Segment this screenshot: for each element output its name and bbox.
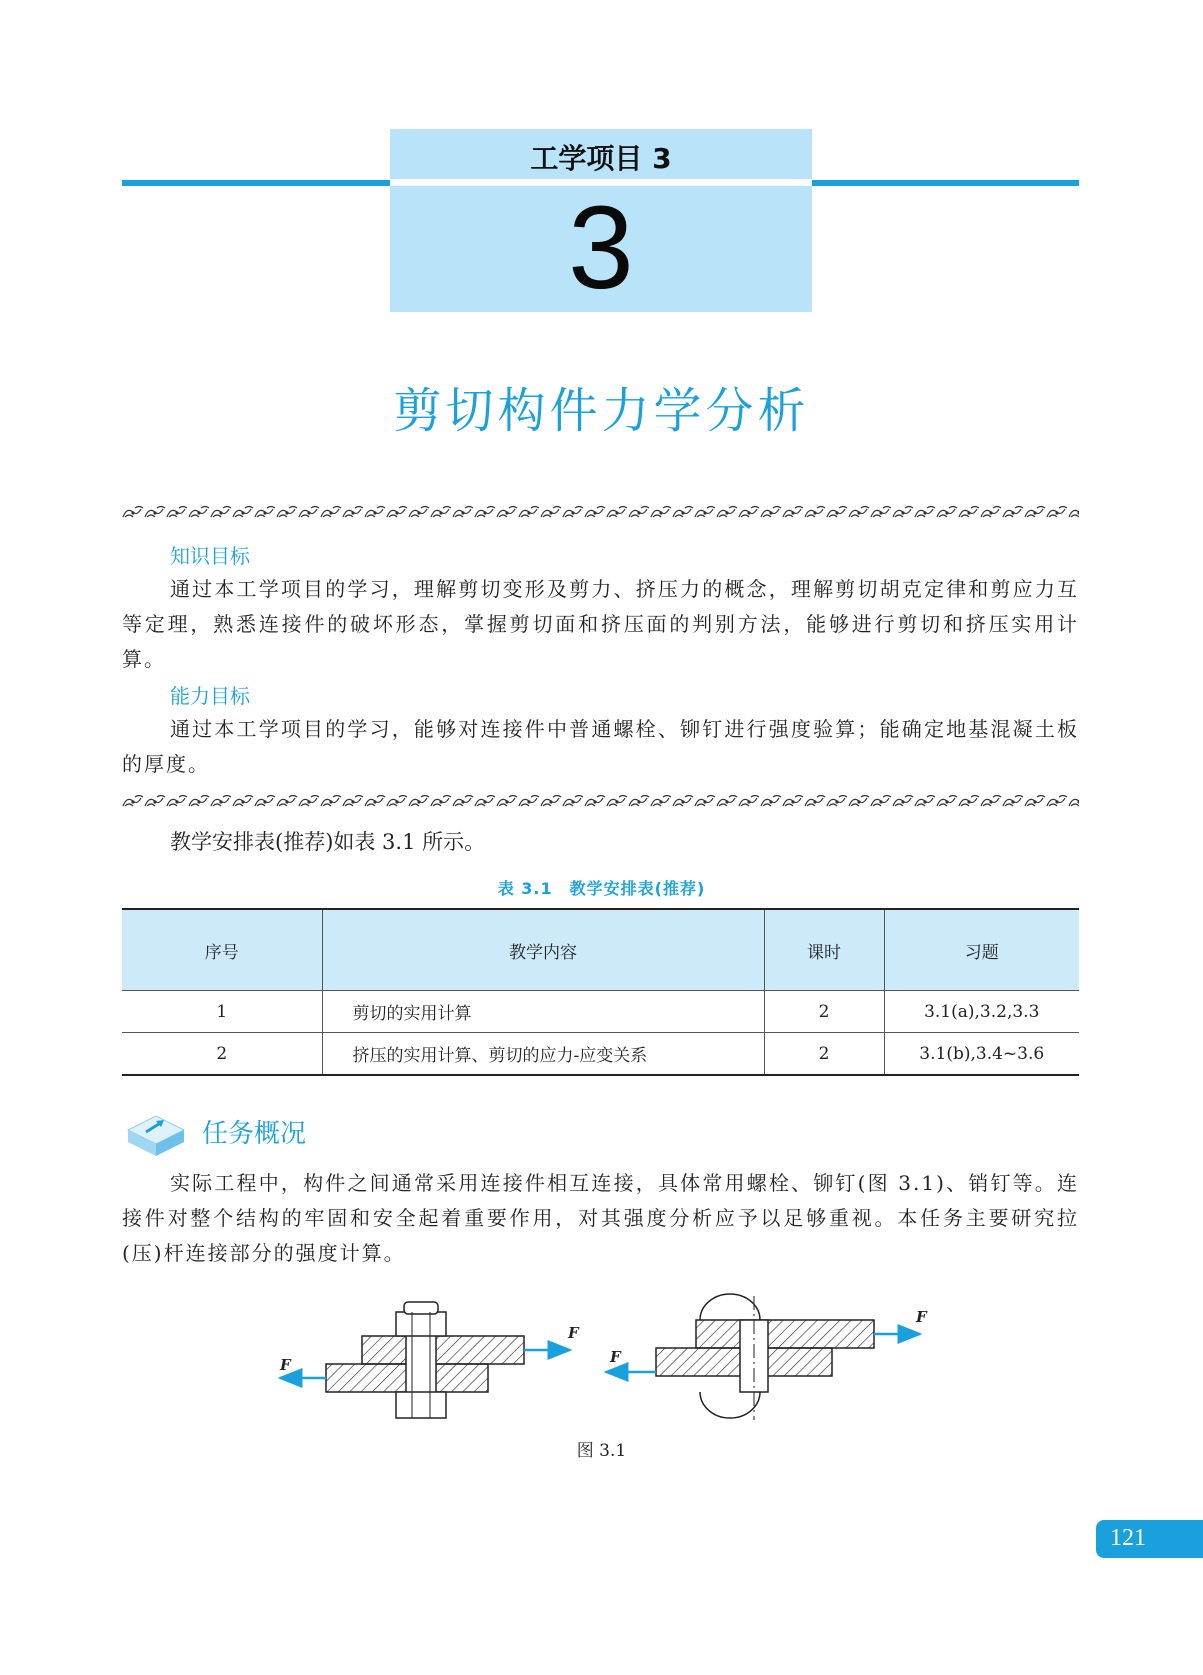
figure-bolt-rivet — [270, 1290, 940, 1430]
page-number-tab — [1096, 1520, 1203, 1558]
knowledge-heading: 知识目标 — [170, 544, 250, 568]
ability-text: 通过本工学项目的学习，能够对连接件中普通螺栓、铆钉进行强度验算；能确定地基混凝土板的厚度。 — [122, 717, 1079, 776]
table-cell: 3.1(a),3.2,3.3 — [884, 991, 1079, 1033]
table-cell: 3.1(b),3.4~3.6 — [884, 1033, 1079, 1076]
task-text: 实际工程中，构件之间通常采用连接件相互连接，具体常用螺栓、铆钉(图 3.1)、销钉等。连接件对整个结构的牢固和安全起着重要作用，对其强度分析应予以足够重视。本任务主要研究拉(压)杆连接部分的强度计算。 — [122, 1171, 1079, 1265]
table-cell: 剪切的实用计算 — [322, 991, 764, 1033]
force-label-rivet-right: F — [916, 1308, 927, 1326]
chapter-number-box — [390, 182, 812, 314]
figure-caption: 图 3.1 — [576, 1441, 627, 1461]
header-rule-right — [812, 180, 1079, 186]
chapter-title: 剪切构件力学分析 — [393, 383, 810, 439]
table-header-cell: 序号 — [122, 909, 322, 991]
table-header-row — [122, 909, 1079, 991]
bolt-joint-drawing — [280, 1302, 570, 1418]
table-cell: 1 — [122, 991, 322, 1033]
table-cell: 2 — [122, 1033, 322, 1076]
header-rule-left — [122, 180, 390, 186]
table-cell: 2 — [764, 1033, 884, 1076]
rivet-joint-drawing — [606, 1294, 920, 1420]
table-row — [122, 1033, 1079, 1076]
table-caption: 表 3.1 教学安排表(推荐) — [497, 879, 706, 898]
schedule-table — [122, 908, 1079, 1076]
table-cell: 挤压的实用计算、剪切的应力-应变关系 — [322, 1033, 764, 1076]
force-label-rivet-left: F — [610, 1348, 621, 1366]
chapter-number: 3 — [568, 182, 634, 314]
decorative-border-bottom — [122, 792, 1079, 810]
decorative-border-top — [122, 503, 1079, 521]
ability-heading: 能力目标 — [170, 684, 250, 708]
intro-text: 教学安排表(推荐)如表 3.1 所示。 — [170, 830, 486, 854]
table-header-cell: 课时 — [764, 909, 884, 991]
page-number: 121 — [1110, 1525, 1146, 1551]
force-label-bolt-left: F — [280, 1356, 291, 1374]
project-label: 工学项目 3 — [530, 142, 672, 175]
knowledge-text: 通过本工学项目的学习，理解剪切变形及剪力、挤压力的概念，理解剪切胡克定律和剪应力互等定理，熟悉连接件的破坏形态，掌握剪切面和挤压面的判别方法，能够进行剪切和挤压实用计算。 — [122, 577, 1079, 671]
table-header-cell: 习题 — [884, 909, 1079, 991]
table-cell: 2 — [764, 991, 884, 1033]
task-cube-icon — [122, 1100, 190, 1158]
task-heading: 任务概况 — [202, 1119, 307, 1149]
table-header-cell: 教学内容 — [322, 909, 764, 991]
project-label-box — [390, 129, 812, 179]
force-label-bolt-right: F — [568, 1324, 579, 1342]
table-row — [122, 991, 1079, 1033]
